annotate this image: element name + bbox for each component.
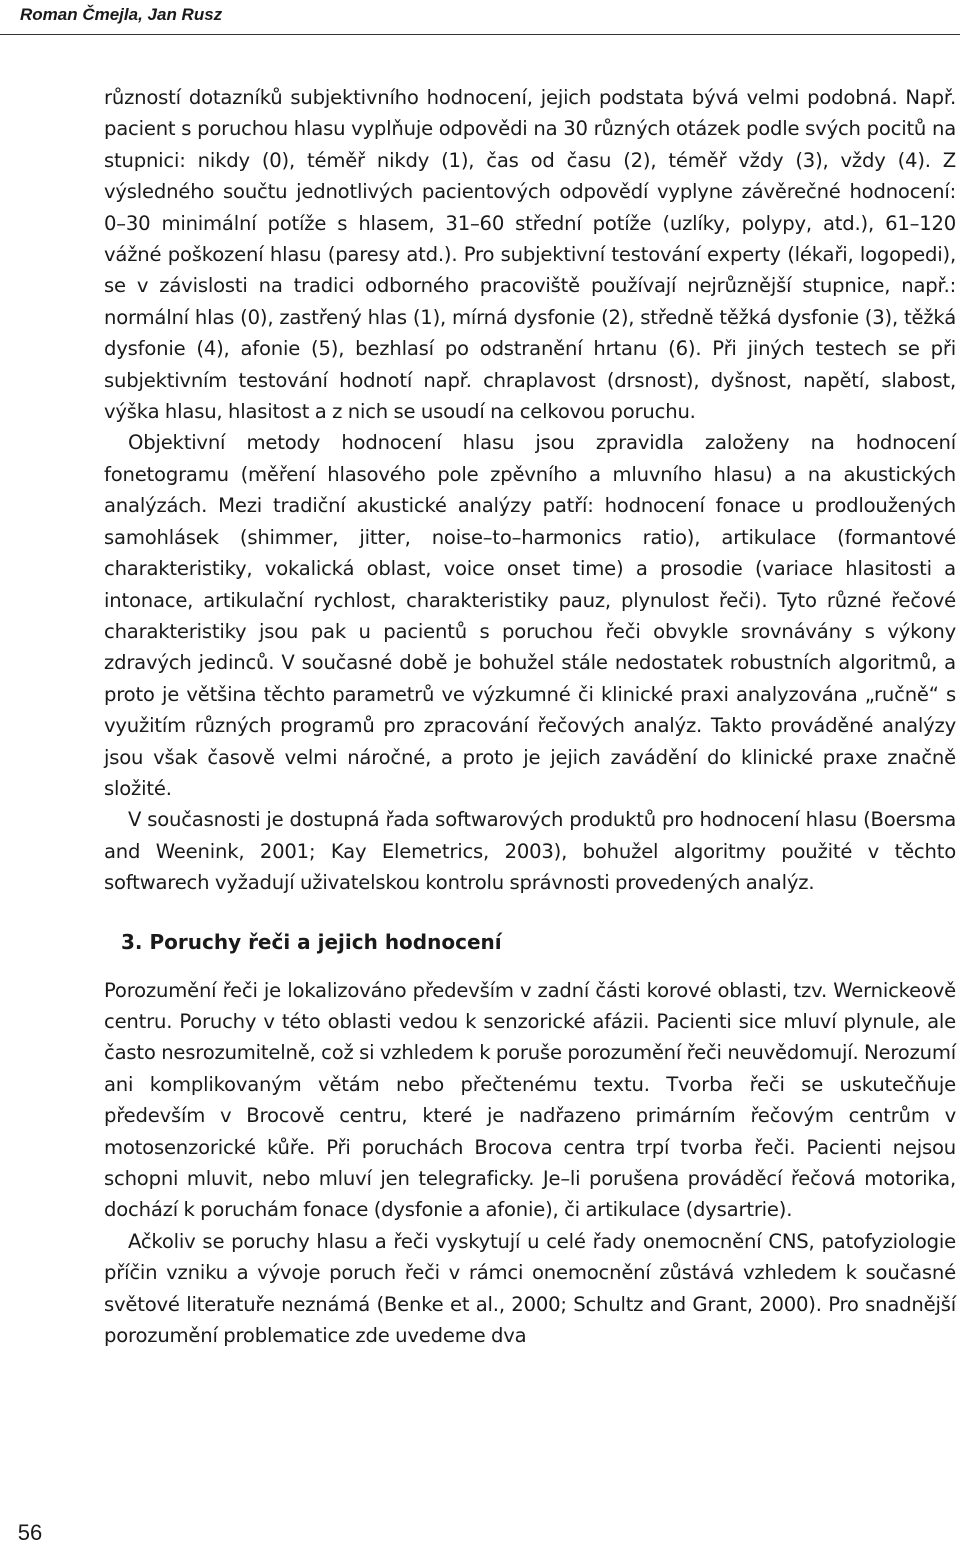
page-number: 56 — [17, 1520, 43, 1545]
paragraph-subjective-evaluation: růzností dotazníků subjektivního hodnocení, jejich podstata bývá velmi podobná. Např. pacient s poruchou hlasu vyplňuje odpovědi na 30 různých otázek podle svých pocitů na stupnici: nikdy (0), téměř nikdy (1), čas od času (2), téměř vždy (3), vždy (4). Z výsledného součtu jednotlivých pacientových odpovědí vyplyne závěrečné hodnocení: 0–30 minimální potíže s hlasem, 31–60 střední potíže (uzlíky, polypy, atd.), 61–120 vážné poškození hlasu (paresy atd.). Pro subjektivní testování experty (lékaři, logopedi), se v závislosti na tradici odborného pracoviště používají nejrůznější stupnice, např.: normální hlas (0), zastřený hlas (1), mírná dysfonie (2), středně těžká dysfonie (3), těžká dysfonie (4), afonie (5), bezhlasí po odstranění hrtanu (6). Při jiných testech se při subjektivním testování hodnotí např. chraplavost (drsnost), dyšnost, napětí, slabost, výška hlasu, hlasitost a z nich se usoudí na celkovou poruchu. — [104, 86, 956, 424]
paragraph-software-products: V současnosti je dostupná řada softwarových produktů pro hodnocení hlasu (Boersma and Weenink, 2001; Kay Elemetrics, 2003), bohužel algoritmy použité v těchto softwarech vyžadují uživatelskou kontrolu správnosti provedených analýz. — [104, 808, 956, 895]
paragraph-speech-comprehension: Porozumění řeči je lokalizováno především v zadní části korové oblasti, tzv. Wernickeově centru. Poruchy v této oblasti vedou k senzorické afázii. Pacienti sice mluví plynule, ale často nesrozumitelně, což si vzhledem k poruše porozumění řeči neuvědomují. Nerozumí ani komplikovaným větám nebo přečtenému textu. Tvorba řeči se uskutečňuje především v Brocově centru, které je nadřazeno primárním řečovým centrům v motosenzorické kůře. Při poruchách Brocova centra trpí tvorba řeči. Pacienti nejsou schopni mluvit, nebo mluví jen telegraficky. Je–li porušena prováděcí řečová motorika, dochází k poruchám fonace (dysfonie a afonie), či artikulace (dysartrie). — [104, 978, 956, 1222]
paragraph-cns-disorders: Ačkoliv se poruchy hlasu a řeči vyskytují u celé řady onemocnění CNS, patofyziologie příčin vzniku a vývoje poruch řeči v rámci onemocnění zůstává vzhledem k současné světové literatuře neznámá (Benke et al., 2000; Schultz and Grant, 2000). Pro snadnější porozumění problematice zde uvedeme dva — [104, 1229, 956, 1348]
body-text — [104, 82, 956, 1351]
header-rule — [0, 34, 960, 35]
paragraph-objective-methods: Objektivní metody hodnocení hlasu jsou zpravidla založeny na hodnocení fonetogramu (měření hlasového pole zpěvního a mluvního hlasu) a na akustických analýzách. Mezi tradiční akustické analýzy patří: hodnocení fonace u prodloužených samohlásek (shimmer, jitter, noise–to–harmonics ratio), artikulace (formantové charakteristiky, vokalická oblast, voice onset time) a prosodie (variace hlasitosti a intonace, artikulační rychlost, charakteristiky pauz, plynulost řeči). Tyto různé řečové charakteristiky jsou pak u pacientů s poruchou řeči obvykle srovnávány s výkony zdravých jedinců. V současné době je bohužel stále nedostatek robustních algoritmů, a proto je většina těchto parametrů ve výzkumné či klinické praxi analyzována „ručně“ s využitím různých programů pro zpracování řečových analýz. Takto prováděné analýzy jsou však časově velmi náročné, a proto je jejich zavádění do klinické praxe značně složité. — [104, 431, 956, 800]
running-head-authors: Roman Čmejla, Jan Rusz — [20, 5, 223, 24]
section-heading: 3. Poruchy řeči a jejich hodnocení — [121, 929, 502, 954]
